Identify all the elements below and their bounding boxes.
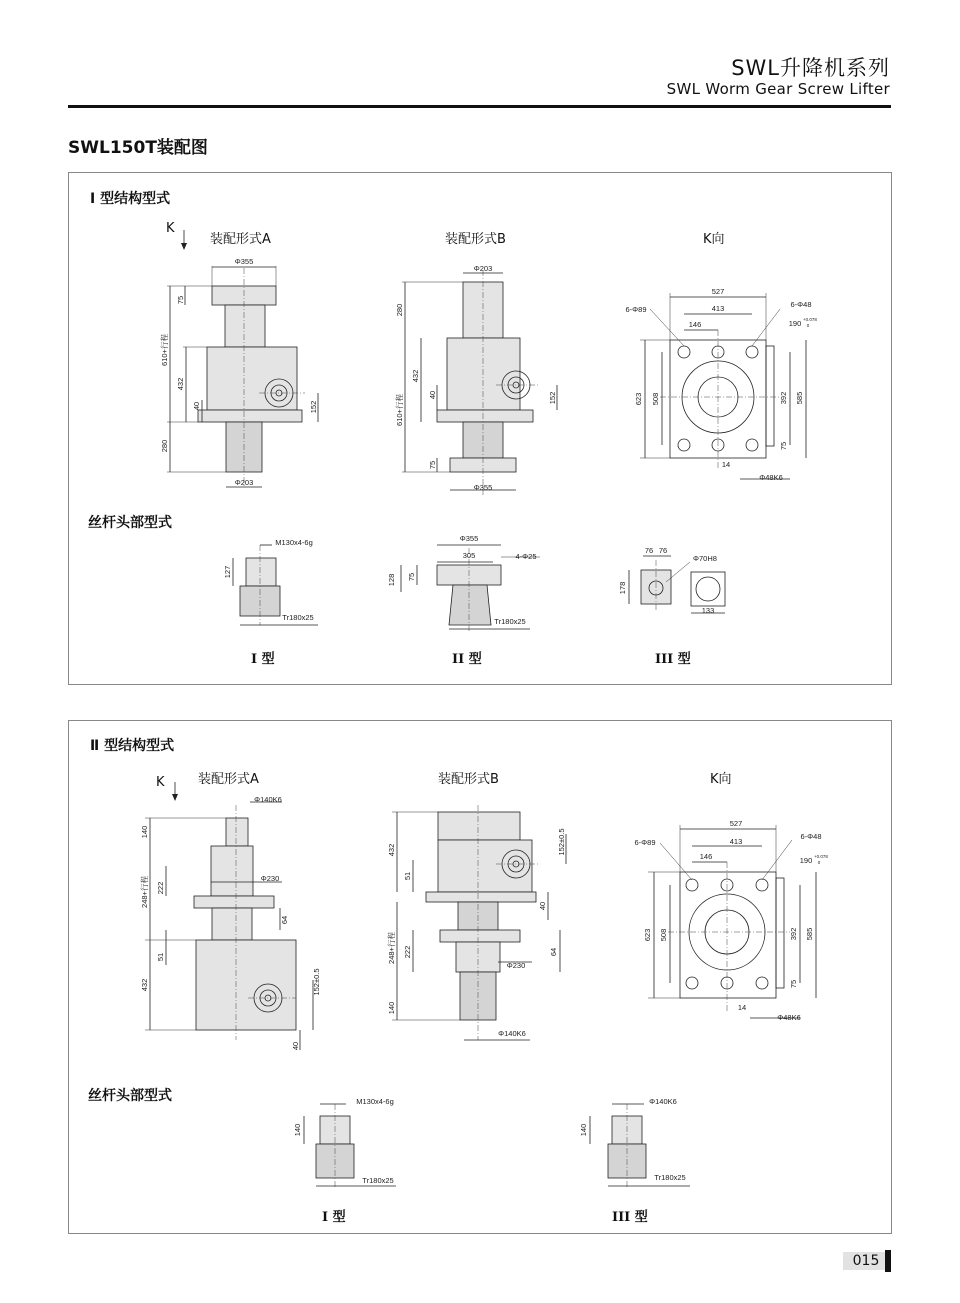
dim-a2-1: 140 [140,825,149,839]
page-number: 015 [843,1252,889,1270]
dim-k1-7: 0 [806,323,810,328]
head-type-1-drawing-2 [293,1097,396,1188]
assembly-b-drawing-1 [394,264,557,495]
dim-h3b-0: Φ140K6 [649,1097,677,1106]
dim-k2-7: 0 [817,860,821,865]
dim-h1-1: 127 [223,565,232,579]
dim-k2-13: 14 [737,1003,747,1012]
dim-k1-6: +0.078 [803,317,817,322]
section2-view-a: 装配形式A [198,772,259,787]
dim-h3-2: Φ70H8 [693,554,717,563]
section1-type-3: III 型 [655,652,691,667]
k-view-arrow-2 [172,782,178,801]
dim-k2-0: 527 [729,819,743,828]
dim-k1-12: 75 [779,441,788,451]
head-type-3-drawing-2 [579,1097,690,1188]
dim-a1-4: 40 [192,401,201,411]
head-type-3-drawing-1 [618,546,725,615]
dim-h1b-1: 140 [293,1123,302,1137]
dim-b2-2: 152±0.5 [557,828,566,856]
dim-h2-1: 305 [462,551,476,560]
dim-b2-8: 140 [387,1001,396,1015]
k-view-drawing-1 [626,287,818,482]
dim-b1-3: 432 [411,369,420,383]
dim-a2-9: 40 [291,1041,300,1051]
dim-h3-3: 178 [618,581,627,595]
dim-k2-6: +0.078 [814,854,828,859]
dim-a1-3: 432 [176,377,185,391]
assembly-a-drawing-2 [139,795,321,1050]
dim-k1-1: 413 [711,304,725,313]
head-type-2-drawing-1 [387,534,540,632]
section2-type-1: I 型 [322,1210,346,1225]
dim-h3-0: 76 [644,546,654,555]
section2-type-3: III 型 [612,1210,648,1225]
section1-view-b: 装配形式B [445,232,506,247]
dim-b1-4: 40 [428,390,437,400]
series-title-en: SWL Worm Gear Screw Lifter [666,80,890,98]
assembly-b-drawing-2 [386,805,566,1040]
dim-h3b-2: Tr180x25 [654,1173,686,1182]
section2-head-title: 丝杆头部型式 [88,1088,172,1104]
dim-h3-1: 76 [658,546,668,555]
dim-b2-7: 64 [549,947,558,957]
dim-k1-10: 392 [779,391,788,405]
dim-k1-14: Φ48K6 [759,473,783,482]
dim-h1b-0: M130x4-6g [356,1097,394,1106]
head-type-1-drawing-1 [223,538,318,625]
dim-k1-9: 508 [651,392,660,406]
dim-b1-1: 280 [395,303,404,317]
dim-k2-10: 392 [789,927,798,941]
dim-k2-3: 6-Φ89 [634,838,656,847]
section2-title: Ⅱ 型结构型式 [90,738,175,754]
section1-type-2: II 型 [452,652,482,667]
dim-k2-2: 146 [699,852,713,861]
dim-a1-1: 75 [176,295,185,305]
dim-a2-3: 222 [156,881,165,895]
section1-head-title: 丝杆头部型式 [88,515,172,531]
dim-k1-13: 14 [721,460,731,469]
dim-k1-8: 623 [634,392,643,406]
dim-b2-6: Φ230 [506,961,526,970]
section1-k-label: K [166,221,175,236]
dim-h1b-2: Tr180x25 [362,1176,394,1185]
dim-h2-4: 75 [407,572,416,582]
dim-b1-6: 152 [548,391,557,405]
dim-b1-2: 610+行程 [395,394,404,426]
dim-a2-0: Φ140K6 [254,795,282,804]
dim-k1-5: 190 [788,319,802,328]
dim-a2-5: 64 [280,915,289,925]
dim-k1-11: 585 [795,391,804,405]
section1-title: Ⅰ 型结构型式 [90,191,171,207]
dim-b1-7: Φ355 [473,483,493,492]
dim-h3b-1: 140 [579,1123,588,1137]
dim-b2-5: 222 [403,945,412,959]
dim-k2-5: 190 [799,856,813,865]
dim-k2-11: 585 [805,927,814,941]
dim-k2-14: Φ48K6 [777,1013,801,1022]
dim-b2-0: 432 [387,843,396,857]
dim-h2-2: 4-Φ25 [515,552,537,561]
dim-a1-2: 610+行程 [160,334,169,366]
dim-h2-0: Φ355 [459,534,479,543]
dim-a2-8: 152±0.5 [312,968,321,996]
section1-type-1: I 型 [251,652,275,667]
dim-b2-3: 40 [538,901,547,911]
page-title: SWL150T装配图 [68,138,208,158]
dim-k2-8: 623 [643,928,652,942]
dim-b2-9: Φ140K6 [498,1029,526,1038]
page-number-bar [885,1250,891,1272]
dim-a2-2: 248+行程 [140,876,149,908]
dim-a1-5: 280 [160,439,169,453]
dim-a1-6: 152 [309,400,318,414]
dim-h1-2: Tr180x25 [282,613,314,622]
dim-k2-9: 508 [659,928,668,942]
section1-view-a: 装配形式A [210,232,271,247]
assembly-a-drawing-1 [159,257,318,488]
section1-view-k: K向 [703,232,725,247]
dim-h3-4: 133 [701,606,715,615]
series-title-cn: SWL升降机系列 [731,56,890,80]
k-view-arrow-1 [181,230,187,250]
dim-a2-7: 432 [140,978,149,992]
dim-a2-6: 51 [156,952,165,962]
dim-h2-5: Tr180x25 [494,617,526,626]
dim-b1-5: 75 [428,460,437,470]
section2-view-k: K向 [710,772,732,787]
section2-k-label: K [156,775,165,790]
dim-b1-0: Φ203 [473,264,493,273]
dim-b2-1: 51 [403,871,412,881]
dim-k1-0: 527 [711,287,725,296]
dim-h1-0: M130x4-6g [275,538,313,547]
dim-b2-4: 248+行程 [387,932,396,964]
dim-k1-3: 6-Φ89 [625,305,647,314]
dim-k2-1: 413 [729,837,743,846]
dim-a2-4: Φ230 [260,874,280,883]
section2-view-b: 装配形式B [438,772,499,787]
dim-k2-12: 75 [789,979,798,989]
k-view-drawing-2 [635,819,829,1022]
dim-k1-4: 6-Φ48 [790,300,812,309]
dim-a1-0: Φ355 [234,257,254,266]
dim-h2-3: 128 [387,573,396,587]
dim-a1-7: Φ203 [234,478,254,487]
dim-k1-2: 146 [688,320,702,329]
dim-k2-4: 6-Φ48 [800,832,822,841]
